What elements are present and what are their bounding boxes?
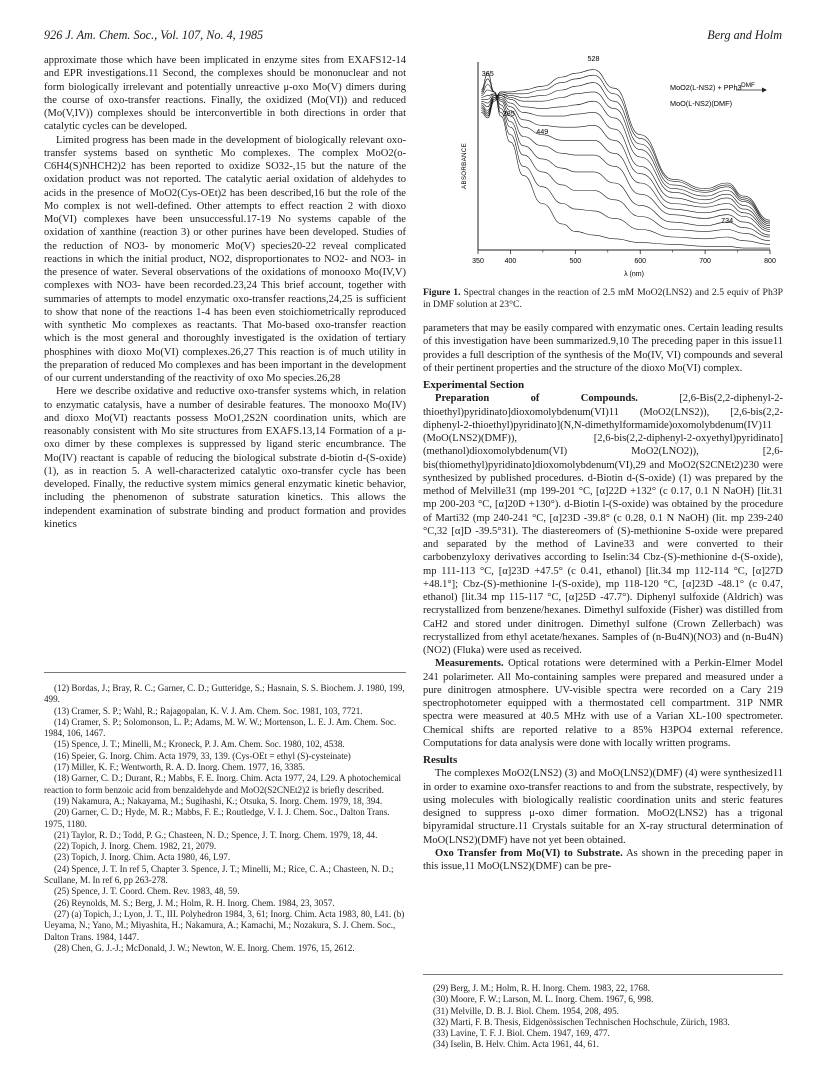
section-heading-experimental: Experimental Section <box>423 379 525 391</box>
x-tick-label: 350 <box>472 258 484 265</box>
figure-caption-text: Spectral changes in the reaction of 2.5 mM MoO2(LNS2) and 2.5 equiv of Ph3P in DMF solution at 23°C. <box>423 287 784 311</box>
spectra-figure <box>448 54 778 280</box>
footnote-27: (27) (a) Topich, J.; Lyon, J. T., III. Polyhedron 1984, 3, 61; Inorg. Chim. Acta 1983, 80, L41. (b) Ueyama, N.; Yano, M.; Miyashita, H.; Nakamura, A.; Kamachi, M.; Nozakura, S. J. Chem. Soc., Dalton Trans. 1984, 1447. <box>44 908 405 942</box>
right-paragraph-3 <box>423 657 783 750</box>
running-header <box>44 28 782 44</box>
peak-label: 734 <box>721 216 734 225</box>
right-footnotes <box>423 974 783 1051</box>
header-authors: Berg and Holm <box>707 28 782 42</box>
legend-arrow-label: DMF <box>740 82 756 89</box>
footnote-28: (28) Chen, G. J.-J.; McDonald, J. W.; Newton, W. E. Inorg. Chem. 1976, 15, 2612. <box>54 942 355 953</box>
right-paragraph-4: The complexes MoO2(LNS2) (3) and MoO(LNS2)(DMF) (4) were synthesized11 in order to examine oxo-transfer reactions to and from the substrate, respectively, by using molecules with biologically realistic coordination units and steric features designed to suppress μ-oxo dimer formation. MoO2(LNS2) has a trigonal bipyramidal structure.11 Crystals suitable for an X-ray structural determination of MoO(LNS2)(DMF) have not yet been obtained. <box>423 768 783 846</box>
footnote-15: (15) Spence, J. T.; Minelli, M.; Kroneck, P. J. Am. Chem. Soc. 1980, 102, 4538. <box>54 739 345 750</box>
x-tick-label: 800 <box>764 258 776 265</box>
footnote-14: (14) Cramer, S. P.; Solomonson, L. P.; Adams, M. W. W.; Mortenson, L. E. J. Am. Chem. Soc. 1984, 106, 1467. <box>44 716 397 739</box>
spectrum-curve <box>481 94 770 232</box>
left-paragraph-3: Here we describe oxidative and reductive oxo-transfer systems which, in relation to enzymatic catalysis, have a number of desirable features. The monooxo Mo(IV) and dioxo Mo(VI) reactants possess MoO1,2S2N coordination units, which are reasonably consistent with Mo site structures from EXAFS.13,14 Formation of a μ-oxo dimer by these complexes is suppressed by ligand steric encumbrance. The Mo(IV) reactant is capable of reducing the biological substrate d-biotin d-(S-oxide) (1), as in reaction 5. A well-characterized catalytic oxo-transfer cycle has been developed. Finally, the reductive system mimics general enzymatic kinetic behavior, including the phenomenon of substrate saturation kinetics. This allows the independent examination of substrate binding and product formation and provides kinetics <box>44 386 406 530</box>
legend-product: MoO(L-NS2)(DMF) <box>670 99 733 108</box>
x-axis-label: λ (nm) <box>624 271 644 278</box>
footnote-30: (30) Moore, F. W.; Larson, M. L. Inorg. Chem. 1967, 6, 998. <box>433 994 654 1005</box>
peak-label: 365 <box>481 69 494 78</box>
right-column <box>423 322 783 873</box>
preparation-text: [2,6-Bis(2,2-diphenyl-2-thioethyl)pyridinato]dioxomolybdenum(VI)11 (MoO2(LNS2)), [2,6-bis(2,2-diphenyl-2-thioethyl)pyridinato](N,N-dimethylformamide)oxomolybdenum(IV)11 (MoO(LNS2)(DMF)), [2,6-bis(2,2-diphenyl-2-oxyethyl)pyridinato](methanol)dioxomolybdenum(VI) MoO2(LNO2)), [2,6-bis(thiomethyl)pyridinato]dioxomolybdenum(VI),29 and MoO2(S2CNEt2)230 were synthesized by published procedures. d-Biotin d-(S-oxide) (1) was prepared by the method of Melville31 (mp 199-201 °C, [α]22D +132° (c 0.17, 0.1 N NaOH) [lit.31 mp 200-203 °C, [α]20D +130°). d-Biotin l-(S-oxide) was obtained by the procedure of Marti32 (mp 240-241 °C, [α]23D -39.8° (c 0.28, 0.1 N NaOH) (lit. mp 239-240 °C,32 [α]D -39.5°31). The diastereomers of (S)-methionine S-oxide were prepared and separated by the method of Lavine33 and were converted to their carbobenzyloxy derivatives according to Iselin:34 Cbz-(S)-methionine d-(S-oxide), mp 111-113 °C, [α]23D +47.5° (c 0.41, ethanol) [lit.34 mp 112-114 °C, [α]27D +48.1°]; Cbz-(S)-methionine l-(S-oxide), mp 118-120 °C, [α]23D -48.1° (c 0.47, ethanol) [lit.34 mp 115-117 °C, [α]25D -47.7°). Diphenyl sulfoxide (Aldrich) was recrystallized from benzene/hexanes. Dimethyl sulfoxide (Fisher) was distilled from CaH2 and stored under dinitrogen. Dimethyl sulfone (Crown Zellerbach) was recrystallized from ethyl acetate/hexanes. Samples of (n-Bu4N)(NO3) and (n-Bu4N)(NO2) (Fluka) were used as received. <box>423 393 783 656</box>
footnote-24: (24) Spence, J. T. In ref 5, Chapter 3. Spence, J. T.; Minelli, M.; Rice, C. A.; Chasteen, N. D.; Scullane, M. In ref 6, pp 263-278. <box>44 863 394 886</box>
right-paragraph-1: parameters that may be easily compared with enzymatic ones. Certain leading results of this investigation have been summarized.9,10 The preceding paper in this issue11 provides a full description of the synthesis of the Mo(IV, VI) compounds and several of their pertinent properties and the structure of the dioxo Mo(VI) complex. <box>423 323 783 374</box>
spectrum-curve <box>481 96 770 230</box>
oxo-transfer-text: As shown in the preceding paper in this issue,11 MoO(LNS2)(DMF) can be pre- <box>423 847 783 872</box>
footnote-31: (31) Melville, D. B. J. Biol. Chem. 1954, 208, 495. <box>433 1005 619 1016</box>
x-tick-label: 600 <box>634 258 647 265</box>
footnote-33: (33) Lavine, T. F. J. Biol. Chem. 1947, 169, 477. <box>433 1028 610 1039</box>
footnote-21: (21) Taylor, R. D.; Todd, P. G.; Chasteen, N. D.; Spence, J. T. Inorg. Chem. 1979, 18, 44. <box>54 829 378 840</box>
runin-oxo-transfer: Oxo Transfer from Mo(VI) to Substrate. <box>435 847 623 859</box>
footnote-17: (17) Miller, K. F.; Wentworth, R. A. D. Inorg. Chem. 1977, 16, 3385. <box>54 762 305 773</box>
legend-reactants: MoO2(L-NS2) + PPh3 <box>670 83 742 92</box>
left-footnotes <box>44 672 406 954</box>
footnote-29: (29) Berg, J. M.; Holm, R. H. Inorg. Chem. 1983, 22, 1768. <box>433 983 650 993</box>
figure-caption-label: Figure 1. <box>423 287 461 298</box>
runin-preparation: Preparation of Compounds. <box>435 393 638 405</box>
y-axis-label: ABSORBANCE <box>461 143 468 189</box>
right-paragraph-5 <box>423 847 783 874</box>
footnote-23: (23) Topich, J. Inorg. Chim. Acta 1980, 46, L97. <box>54 852 231 863</box>
peak-label: 385 <box>502 109 515 118</box>
left-paragraph-1: approximate those which have been implicated in enzyme sites from EXAFS12-14 and EPR investigations.11 Second, the complexes should be mononuclear and not form biologically irrelevant and potentially unreactive μ-oxo Mo(V) dimers during the course of oxo-transfer reactions. Finally, the oxidized (Mo(VI)) and reduced (Mo(V,IV)) complexes should be interconvertible in both directions in order that catalytic cycles can be developed. <box>44 55 406 133</box>
header-journal: 926 J. Am. Chem. Soc., Vol. 107, No. 4, 1985 <box>44 28 264 42</box>
peak-label: 528 <box>587 54 600 63</box>
footnote-32: (32) Marti, F. B. Thesis, Eidgenössischen Technischen Hochschule, Zürich, 1983. <box>433 1016 730 1027</box>
footnote-34: (34) Iselin, B. Helv. Chim. Acta 1961, 44, 61. <box>433 1039 599 1050</box>
legend-arrowhead <box>762 88 767 93</box>
peak-label: 449 <box>536 127 549 136</box>
footnote-13: (13) Cramer, S. P.; Wahl, R.; Rajagopalan, K. V. J. Am. Chem. Soc. 1981, 103, 7721. <box>54 705 363 716</box>
spectrum-curve <box>481 96 770 228</box>
footnote-25: (25) Spence, J. T. Coord. Chem. Rev. 1983, 48, 59. <box>54 886 240 897</box>
footnote-19: (19) Nakamura, A.; Nakayama, M.; Sugihashi, K.; Otsuka, S. Inorg. Chem. 1979, 18, 394. <box>54 795 383 806</box>
footnote-18: (18) Garner, C. D.; Durant, R.; Mabbs, F. E. Inorg. Chim. Acta 1977, 24, L29. A photochemical reaction to form benzoic acid from benzaldehyde and MoO2(S2CNEt2)2 is briefly described. <box>44 773 402 795</box>
footnote-16: (16) Speier, G. Inorg. Chim. Acta 1979, 33, 139. (Cys-OEt = ethyl (S)-cysteinate) <box>54 750 351 761</box>
measurements-text: Optical rotations were determined with a Perkin-Elmer Model 241 polarimeter. All Mo-containing samples were prepared and measured under a pure dinitrogen atmosphere. UV-visible spectra were recorded on a Cary 219 spectrophotometer equipped with a thermostated cell compartment. 31P NMR spectra were measured at 40.5 MHz with use of a Varian XL-100 spectrometer. Chemical shifts are reported relative to a 85% H3PO4 external reference. Computations for data analysis were done with locally written programs. <box>423 658 783 749</box>
footnote-26: (26) Reynolds, M. S.; Berg, J. M.; Holm, R. H. Inorg. Chem. 1984, 23, 3057. <box>54 897 335 908</box>
x-ticks <box>472 250 776 265</box>
x-tick-label: 500 <box>569 258 582 265</box>
figure-caption <box>423 287 783 311</box>
right-paragraph-2 <box>423 392 783 657</box>
x-tick-label: 400 <box>504 258 517 265</box>
footnote-20: (20) Garner, C. D.; Hyde, M. R.; Mabbs, F. E.; Routledge, V. I. J. Chem. Soc., Dalton Trans. 1975, 1180. <box>44 807 390 829</box>
x-tick-label: 700 <box>699 258 711 265</box>
peak-labels <box>482 54 733 225</box>
runin-measurements: Measurements. <box>435 658 504 670</box>
left-column <box>44 54 406 531</box>
left-paragraph-2: Limited progress has been made in the development of biologically relevant oxo-transfer systems based on synthetic Mo complexes. The complex MoO2(o-C6H4(S)NHCH2)2 has been reported to oxidize SO32-,15 but the nature of the oxidation product was not reported. The catalytic aerial oxidation of aldehydes to acids in the presence of MoO2(Cys-OEt)2 has been described,16 but the role of the Mo complex is not well-defined. Other attempts to effect reaction 2 with dioxo Mo(VI) complexes have been unsuccessful.17-19 No systems capable of the oxidation of xanthine (reaction 3) or other purines have been developed. Studies of the reduction of NO3- by monomeric Mo(V) species20-22 reveal complicated reactions in which the initial product, NO2, disproportionates to NO2- and NO3- in the presence of water. Several observations of the oxidations of monooxo Mo(IV,V) complexes with NO3- have been recorded.23,24 This brief account, together with summaries of attempts to model enzymatic oxo-transfer reactions,24,25 is sufficient to show that none of the reactions 1-4 has been even stoichiometrically reproduced with synthetic Mo complexes as reactants. That Mo-based oxo-transfer reaction which is the most general and thoroughly investigated is the oxidation of tertiary phosphines with dioxo Mo(VI) complexes.26,27 This reaction is of much utility in the preparation of reduced Mo complexes and has been important in the development of our current understanding of the reactivity of oxo Mo species.26,28 <box>44 134 406 384</box>
footnote-22: (22) Topich, J. Inorg. Chem. 1982, 21, 2079. <box>54 841 217 852</box>
footnote-12: (12) Bordas, J.; Bray, R. C.; Garner, C. D.; Gutteridge, S.; Hasnain, S. S. Biochem. J. 1980, 199, 499. <box>44 683 405 705</box>
section-heading-results: Results <box>423 754 458 766</box>
